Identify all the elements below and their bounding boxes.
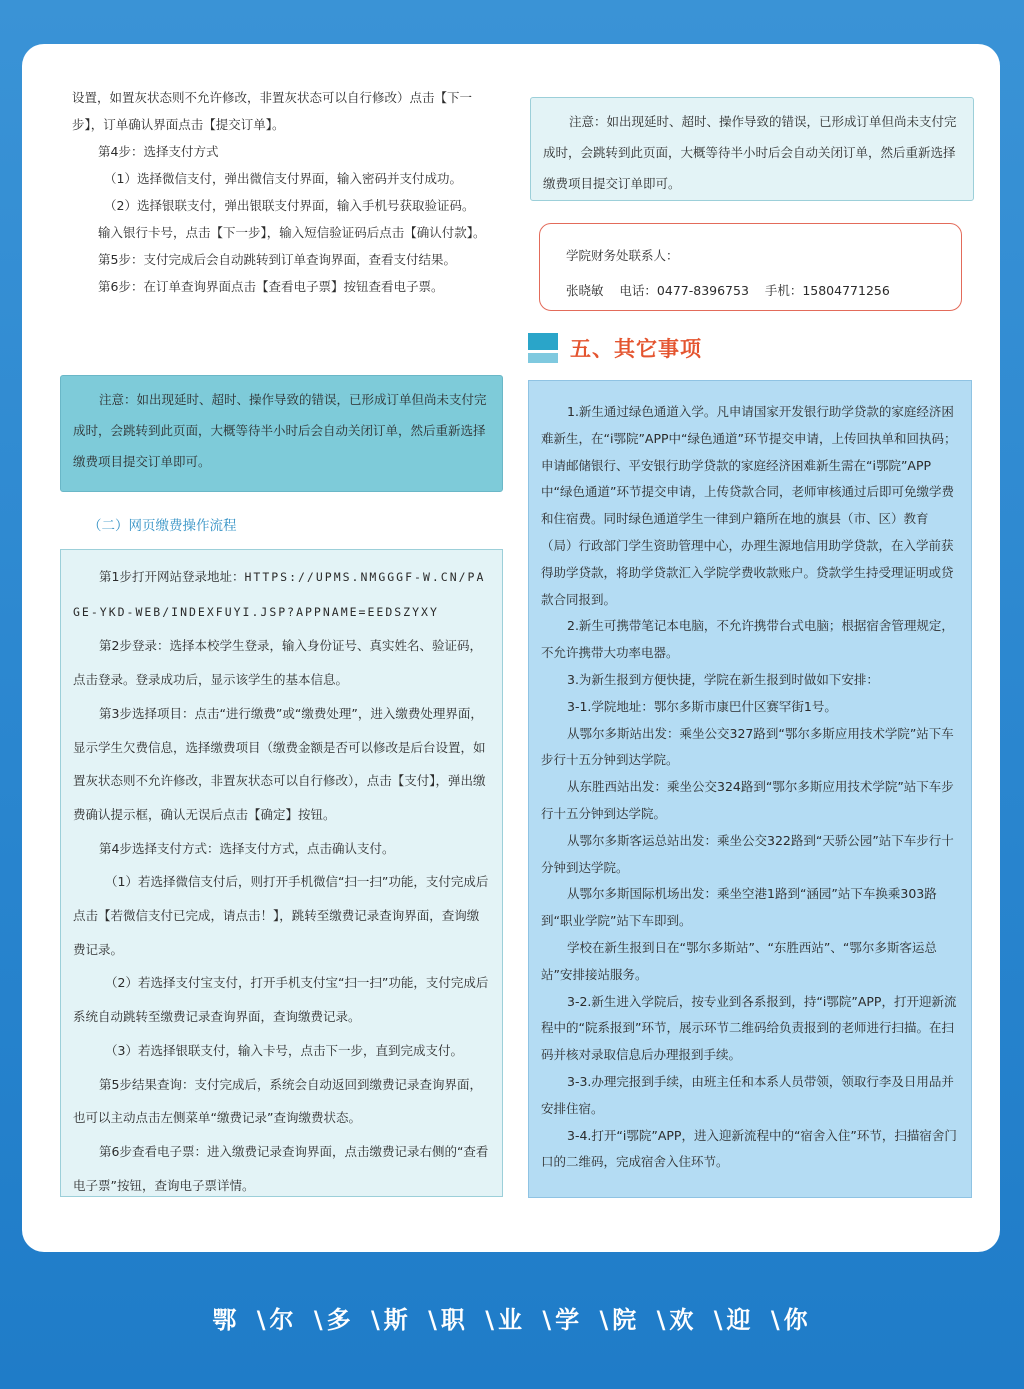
- payment-url-link[interactable]: HTTPS://UPMS.NMGGGF-W.CN/PAGE-YKD-WEB/INDEXFUYI.JSP?APPNAME=EEDSZYXY: [73, 570, 486, 619]
- section-heading: [528, 331, 702, 365]
- item-dorm-checkin: 3-4.打开“i鄂院”APP，进入迎新流程中的“宿舍入住”环节，扫描宿舍门口的二维码，完成宿舍入住环节。: [541, 1127, 957, 1170]
- contact-box: [539, 223, 962, 311]
- footer-char: 鄂: [212, 1306, 241, 1334]
- route-dongsheng-west: 从东胜西站出发：乘坐公交324路到“鄂尔多斯应用技术学院”站下车步行十五分钟到达学院。: [541, 779, 954, 821]
- item-green-channel: 1.新生通过绿色通道入学。凡申请国家开发银行助学贷款的家庭经济困难新生，在“i鄂院”APP中“绿色通道”环节提交申请，上传回执单和回执码；申请邮储银行、平安银行助学贷款的家庭经济困难新生需在“i鄂院”APP中“绿色通道”环节提交申请，上传贷款合同，老师审核通过后即可免缴学费和住宿费。同时绿色通道学生一律到户籍所在地的旗县（市、区）教育（局）行政部门学生资助管理中心，办理生源地信用助学贷款，在入学前获得助学贷款，将助学贷款汇入学院学费收款账户。贷款学生持受理证明或贷款合同报到。: [541, 404, 957, 607]
- other-matters-box: [528, 380, 972, 1198]
- step1-label: 第1步打开网站登录地址：: [99, 569, 245, 584]
- item-address: 3-1.学院地址：鄂尔多斯市康巴什区赛罕街1号。: [567, 698, 837, 714]
- footer-slogan: [0, 1300, 1024, 1335]
- app-payment-steps: [72, 84, 492, 300]
- route-bus-terminal: 从鄂尔多斯客运总站出发：乘坐公交322路到“天骄公园”站下车步行十分钟到达学院。: [541, 832, 954, 875]
- step6: 第6步：在订单查询界面点击【查看电子票】按钮查看电子票。: [98, 279, 444, 294]
- step5: 第5步：支付完成后会自动跳转到订单查询界面，查看支付结果。: [98, 252, 456, 267]
- footer-char: \尔: [256, 1306, 298, 1334]
- web-step5: 第5步结果查询：支付完成后，系统会自动返回到缴费记录查询界面，也可以主动点击左侧菜单“缴费记录”查询缴费状态。: [73, 1076, 482, 1126]
- pickup-service: 学校在新生报到日在“鄂尔多斯站”、“东胜西站”、“鄂尔多斯客运总站”安排接站服务。: [541, 939, 937, 982]
- web-step4-option2: （2）若选择支付宝支付，打开手机支付宝“扫一扫”功能，支付完成后系统自动跳转至缴费记录查询界面，查询缴费记录。: [73, 975, 489, 1025]
- contact-mobile: 手机：15804771256: [764, 283, 890, 298]
- contact-phone: 电话：0477-8396753: [619, 283, 749, 298]
- footer-char: \你: [770, 1306, 812, 1334]
- item-arrangement: 3.为新生报到方便快捷，学院在新生报到时做如下安排：: [567, 671, 879, 687]
- web-payment-steps: [60, 549, 503, 1197]
- contact-name: 张晓敏: [566, 283, 604, 298]
- web-section-title: （二）网页缴费操作流程: [88, 518, 237, 534]
- item-accommodation: 3-3.办理完报到手续，由班主任和本系人员带领，领取行李及日用品并安排住宿。: [541, 1073, 954, 1116]
- contact-label: 学院财务处联系人：: [566, 248, 679, 263]
- web-step6: 第6步查看电子票：进入缴费记录查询界面，点击缴费记录右侧的“查看电子票”按钮，查询电子票详情。: [73, 1143, 489, 1193]
- web-step2: 第2步登录：选择本校学生登录，输入身份证号、真实姓名、验证码，点击登录。登录成功后，显示该学生的基本信息。: [73, 638, 482, 688]
- step4-label: 第4步：选择支付方式: [98, 144, 219, 159]
- step4-option1: （1）选择微信支付，弹出微信支付界面，输入密码并支付成功。: [104, 171, 462, 186]
- web-step3: 第3步选择项目：点击“进行缴费”或“缴费处理”，进入缴费处理界面，显示学生欠费信息，选择缴费项目（缴费金额是否可以修改是后台设置，如置灰状态则不允许修改，非置灰状态可以自行修改），点击【支付】，弹出缴费确认提示框，确认无误后点击【确定】按钮。: [73, 705, 486, 822]
- route-ordos-station: 从鄂尔多斯站出发：乘坐公交327路到“鄂尔多斯应用技术学院”站下车步行十五分钟到达学院。: [541, 725, 954, 768]
- footer-char: \院: [599, 1306, 641, 1334]
- note-text: 注意：如出现延时、超时、操作导致的错误，已形成订单但尚未支付完成时，会跳转到此页面，大概等待半小时后会自动关闭订单，然后重新选择缴费项目提交订单即可。: [543, 114, 957, 191]
- step4-option2-continued: 输入银行卡号，点击【下一步】，输入短信验证码后点击【确认付款】。: [98, 225, 486, 240]
- item-devices: 2.新生可携带笔记本电脑，不允许携带台式电脑；根据宿舍管理规定，不允许携带大功率电器。: [541, 618, 954, 661]
- step4-option2: （2）选择银联支付，弹出银联支付界面，输入手机号获取验证码。: [104, 198, 475, 213]
- footer-char: \学: [542, 1306, 584, 1334]
- section-square-icon: [528, 333, 558, 363]
- note-text: 注意：如出现延时、超时、操作导致的错误，已形成订单但尚未支付完成时，会跳转到此页面，大概等待半小时后会自动关闭订单，然后重新选择缴费项目提交订单即可。: [73, 392, 487, 469]
- footer-char: \迎: [713, 1306, 755, 1334]
- item-department-registration: 3-2.新生进入学院后，按专业到各系报到，持“i鄂院”APP，打开迎新流程中的“院系报到”环节，展示环节二维码给负责报到的老师进行扫描。在扫码并核对录取信息后办理报到手续。: [541, 993, 957, 1063]
- footer-char: \业: [485, 1306, 526, 1334]
- note-box-right: [530, 97, 974, 201]
- web-step4: 第4步选择支付方式：选择支付方式，点击确认支付。: [99, 840, 395, 856]
- footer-char: \欢: [656, 1306, 698, 1334]
- footer-char: \斯: [370, 1306, 412, 1334]
- web-step4-option1: （1）若选择微信支付后，则打开手机微信“扫一扫”功能，支付完成后点击【若微信支付已完成，请点击！】，跳转至缴费记录查询界面，查询缴费记录。: [73, 874, 489, 957]
- footer-char: \多: [313, 1306, 355, 1334]
- footer-char: \职: [428, 1306, 469, 1334]
- route-airport: 从鄂尔多斯国际机场出发：乘坐空港1路到“涵园”站下车换乘303路到“职业学院”站下车即到。: [541, 886, 937, 929]
- web-step4-option3: （3）若选择银联支付，输入卡号，点击下一步，直到完成支付。: [105, 1042, 463, 1058]
- step3-continued: 设置，如置灰状态则不允许修改，非置灰状态可以自行修改）点击【下一步】，订单确认界面点击【提交订单】。: [72, 90, 473, 132]
- section-title: 五、其它事项: [570, 337, 702, 361]
- note-box-left: [60, 375, 503, 492]
